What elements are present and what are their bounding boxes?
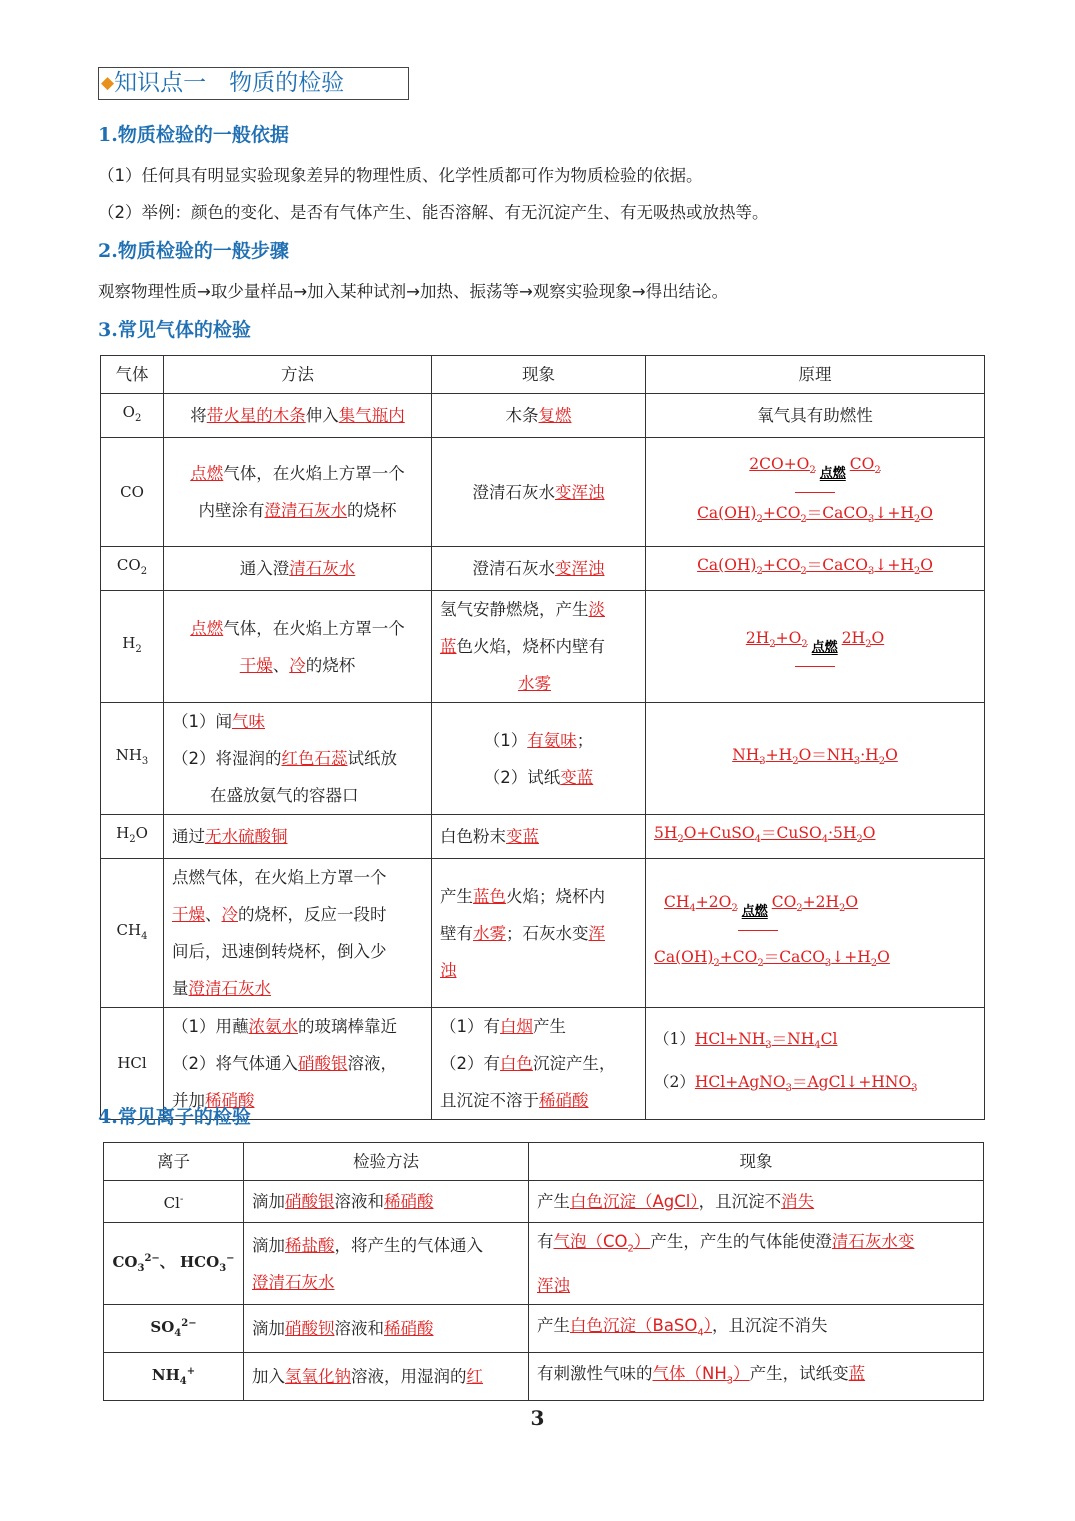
table-row — [104, 1223, 984, 1305]
method-cell: 滴加硝酸钡溶液和稀硝酸 — [244, 1305, 529, 1353]
method-cell: （1）闻气味 （2）将湿润的红色石蕊试纸放 在盛放氨气的容器口 — [164, 703, 432, 815]
table-row — [101, 438, 985, 547]
header-cell: 检验方法 — [244, 1143, 529, 1181]
gas-cell: $H_2$ — [101, 591, 164, 703]
ion-cell: $CO_3^{2-}$、 $HCO_3^-$ — [104, 1223, 244, 1305]
header-cell: 现象 — [432, 356, 646, 394]
equation-dash — [738, 930, 778, 931]
header-cell: 原理 — [646, 356, 985, 394]
gas-cell: $CH_4$ — [101, 859, 164, 1008]
phenomenon-cell: 产生白色沉淀（AgCl），且沉淀不消失 — [529, 1181, 984, 1223]
heading-2: 2.物质检验的一般步骤 — [98, 240, 289, 262]
phenomenon-cell: 澄清石灰水变浑浊 — [432, 547, 646, 591]
principle-cell: $2CO+O_2$ 点燃$CO_2$ $Ca(OH)_2+CO_2=CaCO_3↓+H_2O$ — [646, 438, 985, 547]
principle-cell: $CH_4+2O_2$ 点燃$CO_2+2H_2O$ $Ca(OH)_2+CO_2=CaCO_3↓+H_2O$ — [646, 859, 985, 1008]
method-cell: 滴加稀盐酸，将产生的气体通入 澄清石灰水 — [244, 1223, 529, 1305]
gas-cell: $H_2O$ — [101, 815, 164, 859]
method-cell: 点燃气体，在火焰上方罩一个 干燥、冷的烧杯 — [164, 591, 432, 703]
ion-cell: Cl- — [104, 1181, 244, 1223]
principle-cell: $Ca(OH)_2+CO_2=CaCO_3↓+H_2O$ — [646, 547, 985, 591]
phenomenon-cell: 木条复燃 — [432, 394, 646, 438]
phenomenon-cell: （1）有白烟产生 （2）有白色沉淀产生， 且沉淀不溶于稀硝酸 — [432, 1008, 646, 1120]
principle-cell: 氧气具有助燃性 — [646, 394, 985, 438]
table-row — [101, 591, 985, 703]
table-row — [101, 547, 985, 591]
method-cell: 加入氢氧化钠溶液，用湿润的红 — [244, 1353, 529, 1401]
header-cell: 现象 — [529, 1143, 984, 1181]
method-cell: （1）用蘸浓氨水的玻璃棒靠近 （2）将气体通入硝酸银溶液， 并加稀硝酸 — [164, 1008, 432, 1120]
page-number: 3 — [530, 1406, 545, 1430]
equation-dash — [795, 666, 835, 667]
table-row — [101, 815, 985, 859]
phenomenon-cell: 澄清石灰水变浑浊 — [432, 438, 646, 547]
heading-3: 3.常见气体的检验 — [98, 319, 251, 341]
gas-table — [100, 355, 985, 1120]
table-row — [101, 394, 985, 438]
gas-cell: $NH_3$ — [101, 703, 164, 815]
phenomenon-cell: 氢气安静燃烧，产生淡 蓝色火焰，烧杯内壁有 水雾 — [432, 591, 646, 703]
heading-4: 4.常见离子的检验 — [98, 1106, 251, 1128]
paragraph: （2）举例：颜色的变化、是否有气体产生、能否溶解、有无沉淀产生、有无吸热或放热等。 — [98, 203, 769, 222]
table-row — [104, 1181, 984, 1223]
method-cell: 通过无水硫酸铜 — [164, 815, 432, 859]
equation-dash — [795, 492, 835, 493]
method-cell: 点燃气体，在火焰上方罩一个 内壁涂有澄清石灰水的烧杯 — [164, 438, 432, 547]
gas-cell: $CO_2$ — [101, 547, 164, 591]
header-cell: 离子 — [104, 1143, 244, 1181]
header-cell: 方法 — [164, 356, 432, 394]
paragraph: 观察物理性质→取少量样品→加入某种试剂→加热、振荡等→观察实验现象→得出结论。 — [98, 282, 729, 301]
table-row — [101, 703, 985, 815]
principle-cell: $NH_3+H_2O=NH_3\cdot H_2O$ — [646, 703, 985, 815]
phenomenon-cell: 产生蓝色火焰；烧杯内 壁有水雾；石灰水变浑 浊 — [432, 859, 646, 1008]
phenomenon-cell: （1）有氨味； （2）试纸变蓝 — [432, 703, 646, 815]
method-cell: 将带火星的木条伸入集气瓶内 — [164, 394, 432, 438]
phenomenon-cell: 产生白色沉淀（BaSO$_4$），且沉淀不消失 — [529, 1305, 984, 1353]
gas-cell: HCl — [101, 1008, 164, 1120]
table-row — [101, 859, 985, 1008]
method-cell: 点燃气体，在火焰上方罩一个 干燥、冷的烧杯，反应一段时 间后，迅速倒转烧杯，倒入少 量澄清石灰水 — [164, 859, 432, 1008]
phenomenon-cell: 有气泡$(CO_2)$产生，产生的气体能使澄清石灰水变 浑浊 — [529, 1223, 984, 1305]
paragraph: （1）任何具有明显实验现象差异的物理性质、化学性质都可作为物质检验的依据。 — [98, 166, 703, 185]
method-cell: 通入澄清石灰水 — [164, 547, 432, 591]
section-title — [98, 67, 409, 100]
gas-cell: CO — [101, 438, 164, 547]
method-cell: 滴加硝酸银溶液和稀硝酸 — [244, 1181, 529, 1223]
diamond-icon: ◆ — [101, 73, 115, 93]
table-header-row — [104, 1143, 984, 1181]
table-row — [104, 1353, 984, 1401]
section-title-text: 知识点一 物质的检验 — [114, 70, 345, 96]
gas-cell: $O_2$ — [101, 394, 164, 438]
table-header-row — [101, 356, 985, 394]
principle-cell: $2H_2+O_2$ 点燃$2H_2O$ — [646, 591, 985, 703]
ion-table — [103, 1142, 984, 1401]
principle-cell: $(1)HCl+NH_3=NH_4Cl$ $(2)HCl+AgNO_3=AgCl↓+HNO_3$ — [646, 1008, 985, 1120]
table-row — [104, 1305, 984, 1353]
ion-cell: $NH_4^+$ — [104, 1353, 244, 1401]
principle-cell: $5H_2O+CuSO_4=CuSO_4\cdot 5H_2O$ — [646, 815, 985, 859]
phenomenon-cell: 有刺激性气味的气体$(NH_3)$产生，试纸变蓝 — [529, 1353, 984, 1401]
phenomenon-cell: 白色粉末变蓝 — [432, 815, 646, 859]
header-cell: 气体 — [101, 356, 164, 394]
heading-1: 1.物质检验的一般依据 — [98, 124, 289, 146]
ion-cell: $SO_4^{2-}$ — [104, 1305, 244, 1353]
